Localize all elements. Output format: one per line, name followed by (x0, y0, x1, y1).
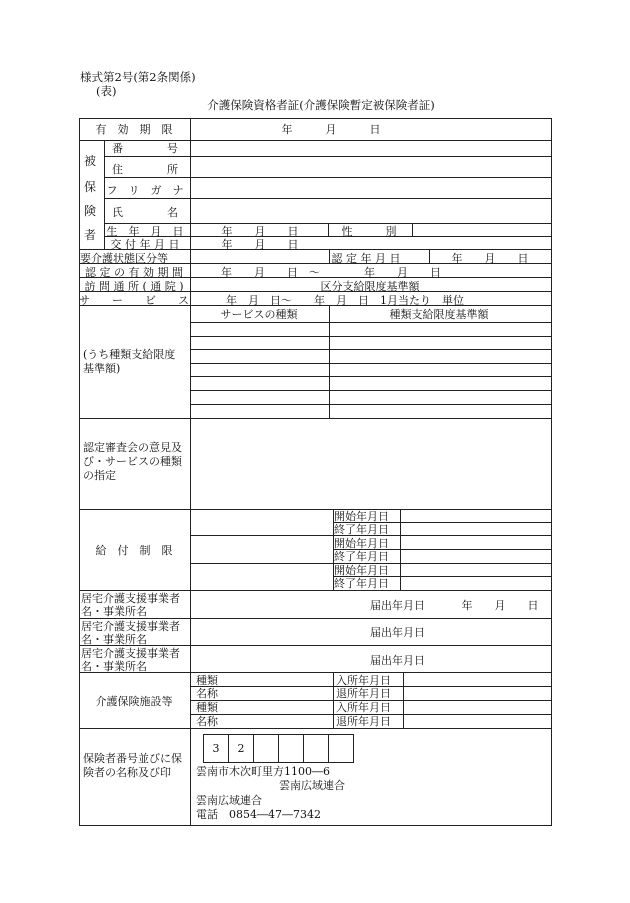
facility-leave-label-1: 退所年月日 (336, 687, 391, 700)
opinion-label: 認定審査会の意見及び・サービスの種類の指定 (83, 441, 182, 482)
facility-admit-label-1: 入所年月日 (336, 674, 391, 687)
grid-line-horizontal (104, 198, 552, 199)
facility-name-label-2: 名称 (196, 715, 218, 728)
grid-line-vertical (190, 672, 191, 729)
grid-line-vertical (190, 590, 191, 673)
insurer-number-digit-1: 3 (212, 742, 220, 755)
grid-line-vertical (353, 734, 354, 763)
grid-line-horizontal (79, 118, 552, 119)
cert-period-label: 認 定 の 有 効 期 間 (85, 266, 183, 279)
benefit-end-label-2: 終了年月日 (334, 550, 389, 563)
grid-line-vertical (104, 140, 105, 250)
insurer-phone: 電話 0854―47―7342 (196, 808, 321, 821)
insured-birth-date: 年 月 日 (221, 225, 299, 238)
grid-line-vertical (329, 249, 330, 264)
benefit-end-label-1: 終了年月日 (334, 523, 389, 536)
benefit-label: 給 付 制 限 (95, 544, 173, 557)
grid-line-vertical (203, 734, 204, 763)
grid-line-vertical (303, 734, 304, 763)
grid-line-horizontal (104, 177, 552, 178)
validity-label: 有 効 期 限 (95, 123, 173, 136)
service-label: サ ー ビ ス (79, 294, 189, 307)
grid-line-vertical (228, 734, 229, 763)
support-label-2: 居宅介護支援事業者名・事業所名 (81, 620, 180, 646)
insurer-seal-name: 雲南広域連合 (279, 779, 345, 792)
insured-sex-label: 性 別 (341, 225, 397, 238)
grid-line-vertical (79, 118, 80, 826)
grid-line-horizontal (190, 376, 552, 377)
cert-period-value: 年 月 日 ～ 年 月 日 (221, 266, 441, 279)
grid-line-vertical (190, 322, 191, 419)
insured-furigana-label: フ リ ガ ナ (106, 184, 184, 197)
grid-line-horizontal (190, 322, 552, 323)
support-label-3: 居宅介護支援事業者名・事業所名 (81, 647, 180, 673)
grid-line-vertical (551, 118, 552, 826)
insured-vertical-char-3: 険 (83, 204, 97, 218)
grid-line-horizontal (79, 590, 552, 591)
grid-line-horizontal (190, 390, 552, 391)
care-level-label: 要介護状態区分等 (80, 252, 168, 265)
grid-line-vertical (333, 672, 334, 729)
insurer-number-digit-2: 2 (237, 742, 245, 755)
support-label-1: 居宅介護支援事業者名・事業所名 (81, 592, 180, 618)
visit-label: 訪 問 通 所 ( 通 院 ) (84, 280, 184, 293)
insured-address-label: 住 所 (112, 163, 178, 176)
insurer-address: 雲南市木次町里方1100―6 (196, 765, 330, 778)
facility-kind-label-2: 種類 (196, 701, 218, 714)
support-date-1: 年 月 日 (461, 599, 539, 612)
insured-vertical-char-1: 被 (83, 154, 97, 168)
validity-date: 年 月 日 (281, 123, 381, 136)
insurer-label: 保険者番号並びに保険者の名称及び印 (83, 752, 182, 779)
grid-line-horizontal (79, 825, 552, 826)
grid-line-horizontal (79, 140, 552, 141)
type-limit-col-service: サービスの種類 (220, 308, 298, 321)
type-limit-label: (うち種類支給限度基準額) (83, 348, 176, 375)
grid-line-horizontal (79, 728, 552, 729)
insured-vertical-char-4: 者 (83, 228, 97, 242)
form-number: 様式第2号(第2条関係) (80, 70, 196, 84)
service-value: 年 月 日～ 年 月 日 1月当たり 単位 (226, 294, 464, 307)
grid-line-vertical (190, 509, 191, 591)
form-title: 介護保険資格者証(介護保険暫定被保険者証) (207, 98, 435, 112)
benefit-start-label-3: 開始年月日 (334, 564, 389, 577)
insured-birth-label: 生 年 月 日 (106, 225, 184, 238)
type-limit-col-amount: 種類支給限度基準額 (389, 308, 489, 321)
grid-line-horizontal (79, 418, 552, 419)
facility-label: 介護保険施設等 (95, 695, 173, 708)
facility-admit-label-2: 入所年月日 (336, 701, 391, 714)
insured-vertical-char-2: 保 (83, 180, 97, 194)
insurer-name: 雲南広域連合 (196, 794, 262, 807)
grid-line-vertical (190, 118, 191, 141)
grid-line-horizontal (190, 336, 552, 337)
grid-line-horizontal (190, 363, 552, 364)
grid-line-horizontal (190, 404, 552, 405)
support-date-label-1: 届出年月日 (370, 599, 425, 612)
form-side-label: (表) (96, 84, 117, 98)
benefit-end-label-3: 終了年月日 (334, 577, 389, 590)
grid-line-vertical (278, 734, 279, 763)
facility-kind-label-1: 種類 (196, 674, 218, 687)
grid-line-vertical (412, 223, 413, 237)
grid-line-vertical (400, 509, 401, 591)
cert-date-label: 認 定 年 月 日 (331, 252, 401, 265)
grid-line-horizontal (190, 349, 552, 350)
benefit-start-label-1: 開始年月日 (334, 510, 389, 523)
visit-value: 区分支給限度基準額 (320, 280, 420, 293)
grid-line-vertical (190, 728, 191, 826)
support-date-label-3: 届出年月日 (370, 654, 425, 667)
grid-line-horizontal (104, 156, 552, 157)
grid-line-vertical (328, 734, 329, 763)
grid-line-vertical (429, 249, 430, 264)
insured-issue-date: 年 月 日 (221, 238, 299, 251)
cert-date: 年 月 日 (451, 252, 529, 265)
grid-line-vertical (190, 140, 191, 323)
insured-name-label: 氏 名 (112, 206, 178, 219)
insured-number-label: 番 号 (112, 142, 178, 155)
benefit-start-label-2: 開始年月日 (334, 537, 389, 550)
insured-issue-label: 交 付 年 月 日 (110, 238, 180, 251)
support-date-label-2: 届出年月日 (370, 626, 425, 639)
grid-line-horizontal (79, 618, 552, 619)
grid-line-vertical (328, 223, 329, 237)
facility-name-label-1: 名称 (196, 687, 218, 700)
grid-line-vertical (329, 305, 330, 419)
grid-line-horizontal (79, 509, 552, 510)
grid-line-vertical (253, 734, 254, 763)
grid-line-vertical (403, 672, 404, 729)
grid-line-vertical (190, 418, 191, 510)
facility-leave-label-2: 退所年月日 (336, 715, 391, 728)
